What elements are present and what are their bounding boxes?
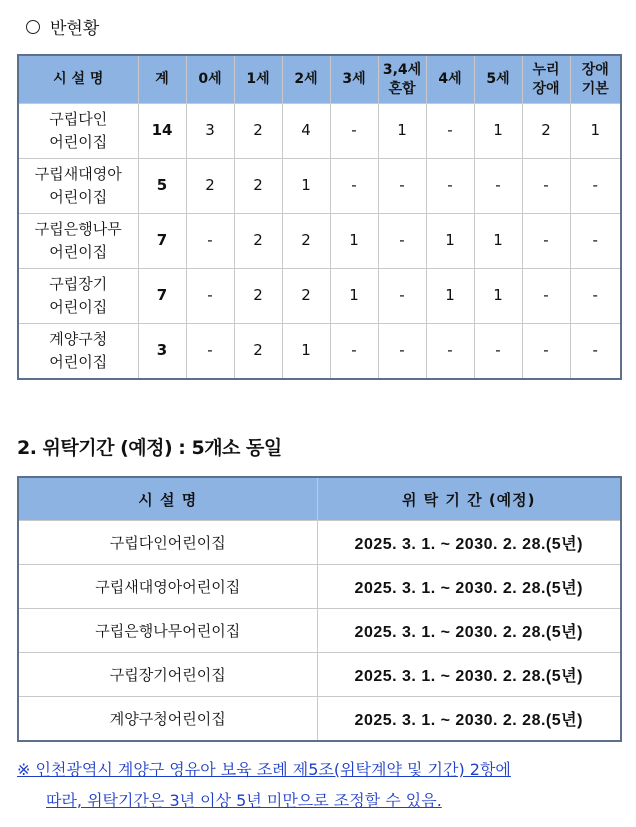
consignment-period-cell: 2025. 3. 1. ~ 2030. 2. 28.(5년) <box>317 697 621 742</box>
column-header: 1세 <box>234 55 282 104</box>
column-header: 시 설 명 <box>18 55 138 104</box>
consignment-period-cell: 2025. 3. 1. ~ 2030. 2. 28.(5년) <box>317 565 621 609</box>
table-row <box>18 269 621 324</box>
count-cell: - <box>186 269 234 324</box>
table-row <box>18 609 621 653</box>
table-row <box>18 521 621 565</box>
total-cell: 3 <box>138 324 186 380</box>
column-header: 0세 <box>186 55 234 104</box>
facility-name-cell: 구립새대영아 어린이집 <box>18 159 138 214</box>
count-cell: - <box>474 159 522 214</box>
circle-bullet-icon <box>26 20 40 34</box>
count-cell: - <box>330 159 378 214</box>
column-header: 시 설 명 <box>18 477 317 521</box>
count-cell: - <box>378 269 426 324</box>
count-cell: - <box>378 214 426 269</box>
count-cell: 1 <box>426 214 474 269</box>
count-cell: 2 <box>186 159 234 214</box>
consignment-period-cell: 2025. 3. 1. ~ 2030. 2. 28.(5년) <box>317 653 621 697</box>
count-cell: - <box>330 324 378 380</box>
count-cell: - <box>570 214 621 269</box>
count-cell: - <box>522 159 570 214</box>
column-header: 2세 <box>282 55 330 104</box>
count-cell: 2 <box>282 214 330 269</box>
ordinance-note <box>17 754 622 816</box>
count-cell: - <box>426 159 474 214</box>
count-cell: 2 <box>234 159 282 214</box>
count-cell: - <box>426 104 474 159</box>
facility-name-cell: 계양구청어린이집 <box>18 697 317 742</box>
count-cell: 1 <box>426 269 474 324</box>
table-row <box>18 324 621 380</box>
section-heading-class-status <box>26 14 99 39</box>
table-row <box>18 104 621 159</box>
facility-name-cell: 구립은행나무어린이집 <box>18 609 317 653</box>
count-cell: - <box>522 269 570 324</box>
count-cell: 2 <box>282 269 330 324</box>
facility-name-cell: 구립장기어린이집 <box>18 653 317 697</box>
column-header: 장애 기본 <box>570 55 621 104</box>
total-cell: 14 <box>138 104 186 159</box>
count-cell: 1 <box>330 269 378 324</box>
column-header: 위 탁 기 간 (예정) <box>317 477 621 521</box>
facility-name-cell: 계양구청 어린이집 <box>18 324 138 380</box>
count-cell: - <box>522 324 570 380</box>
total-cell: 7 <box>138 269 186 324</box>
count-cell: - <box>570 324 621 380</box>
count-cell: - <box>522 214 570 269</box>
consignment-period-cell: 2025. 3. 1. ~ 2030. 2. 28.(5년) <box>317 609 621 653</box>
total-cell: 5 <box>138 159 186 214</box>
count-cell: 1 <box>474 269 522 324</box>
count-cell: 2 <box>234 104 282 159</box>
count-cell: - <box>474 324 522 380</box>
count-cell: 2 <box>234 269 282 324</box>
count-cell: - <box>378 324 426 380</box>
count-cell: - <box>570 269 621 324</box>
count-cell: 2 <box>234 214 282 269</box>
count-cell: 1 <box>282 324 330 380</box>
table-row <box>18 653 621 697</box>
consignment-period-cell: 2025. 3. 1. ~ 2030. 2. 28.(5년) <box>317 521 621 565</box>
count-cell: 1 <box>378 104 426 159</box>
column-header: 4세 <box>426 55 474 104</box>
count-cell: - <box>570 159 621 214</box>
table-row <box>18 159 621 214</box>
column-header: 5세 <box>474 55 522 104</box>
count-cell: - <box>330 104 378 159</box>
count-cell: - <box>186 214 234 269</box>
facility-name-cell: 구립장기 어린이집 <box>18 269 138 324</box>
count-cell: 2 <box>522 104 570 159</box>
column-header: 3세 <box>330 55 378 104</box>
note-line-2: 따라, 위탁기간은 3년 이상 5년 미만으로 조정할 수 있음. <box>46 791 442 810</box>
count-cell: 1 <box>330 214 378 269</box>
facility-name-cell: 구립다인어린이집 <box>18 521 317 565</box>
count-cell: 1 <box>570 104 621 159</box>
column-header: 계 <box>138 55 186 104</box>
table-row <box>18 565 621 609</box>
count-cell: - <box>378 159 426 214</box>
count-cell: 4 <box>282 104 330 159</box>
facility-name-cell: 구립다인 어린이집 <box>18 104 138 159</box>
count-cell: - <box>186 324 234 380</box>
class-status-header-row <box>18 55 621 104</box>
column-header: 누리 장애 <box>522 55 570 104</box>
count-cell: 1 <box>282 159 330 214</box>
consignment-header-row <box>18 477 621 521</box>
table-row <box>18 214 621 269</box>
note-line-1: ※ 인천광역시 계양구 영유아 보육 조례 제5조(위탁계약 및 기간) 2항에 <box>17 760 511 779</box>
count-cell: - <box>426 324 474 380</box>
consignment-period-title: 2. 위탁기간 (예정) : 5개소 동일 <box>17 437 282 459</box>
column-header: 3,4세 혼합 <box>378 55 426 104</box>
count-cell: 3 <box>186 104 234 159</box>
count-cell: 2 <box>234 324 282 380</box>
count-cell: 1 <box>474 104 522 159</box>
class-status-table <box>17 54 622 380</box>
table-row <box>18 697 621 742</box>
total-cell: 7 <box>138 214 186 269</box>
class-status-heading-text: 반현황 <box>50 19 100 39</box>
facility-name-cell: 구립은행나무 어린이집 <box>18 214 138 269</box>
consignment-period-table <box>17 476 622 742</box>
count-cell: 1 <box>474 214 522 269</box>
facility-name-cell: 구립새대영아어린이집 <box>18 565 317 609</box>
